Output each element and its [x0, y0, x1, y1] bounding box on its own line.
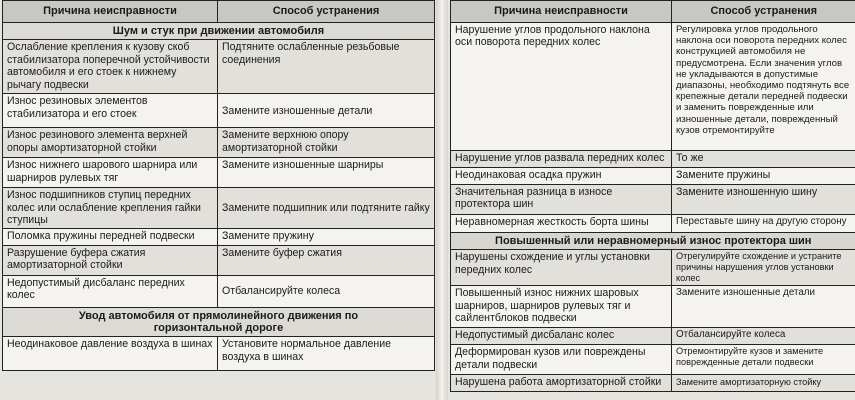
- table-row: [3, 40, 435, 94]
- remedy-cell: Замените пружину: [218, 228, 435, 245]
- cause-cell: Износ резиновых элементов стабилизатора и его стоек: [3, 94, 218, 128]
- remedy-cell: Отрегулируйте схождение и устраните причины нарушения углов установки колес: [672, 250, 855, 286]
- header-cause: Причина неисправности: [451, 1, 672, 23]
- cause-cell: Нарушена работа амортизаторной стойки: [451, 375, 672, 392]
- cause-cell: Нарушение углов продольного наклона оси поворота передних колес: [451, 23, 672, 151]
- header-cause: Причина неисправности: [3, 1, 218, 23]
- remedy-cell: Регулировка углов продольного наклона оси поворота передних колес конструкцией автомобиля не предусмотрена. Если значения углов не укладываются в допустимые диапазоны, необходимо подтянуть все крепежные детали передней подвески и заменить поврежденные или изношенные детали, поврежденный кузов отремонтируйте: [672, 23, 855, 151]
- remedy-cell: То же: [672, 151, 855, 168]
- section-title: Повышенный или неравномерный износ протектора шин: [451, 233, 855, 250]
- cause-cell: Ослабление крепления к кузову скоб стабилизатора поперечной устойчивости автомобиля и его стоек к нижнему рычагу подвески: [3, 40, 218, 94]
- remedy-cell: Замените изношенные шарниры: [218, 158, 435, 188]
- table-row: [3, 228, 435, 245]
- header-remedy: Способ устранения: [672, 1, 855, 23]
- table-row: [3, 158, 435, 188]
- table-row: [3, 275, 435, 307]
- header-remedy: Способ устранения: [218, 1, 435, 23]
- remedy-cell: Замените подшипник или подтяните гайку: [218, 188, 435, 228]
- table-row: [451, 250, 855, 286]
- remedy-cell: Замените изношенные детали: [218, 94, 435, 128]
- table-row: [3, 337, 435, 371]
- book-gutter: [436, 0, 448, 400]
- left-table: [2, 0, 435, 371]
- table-row: [451, 168, 855, 185]
- cause-cell: Износ подшипников ступиц передних колес или ослабление крепления гайки ступицы: [3, 188, 218, 228]
- cause-cell: Разрушение буфера сжатия амортизаторной стойки: [3, 245, 218, 275]
- cause-cell: Недопустимый дисбаланс передних колес: [3, 275, 218, 307]
- section-title: Увод автомобиля от прямолинейного движения по горизонтальной дороге: [3, 307, 435, 337]
- table-row: [451, 185, 855, 215]
- table-row: [451, 375, 855, 392]
- remedy-cell: Замените изношенную шину: [672, 185, 855, 215]
- table-row: [3, 128, 435, 158]
- cause-cell: Неодинаковая осадка пружин: [451, 168, 672, 185]
- table-row: [451, 23, 855, 151]
- table-row: [451, 328, 855, 345]
- table-row: [451, 286, 855, 328]
- cause-cell: Значительная разница в износе протектора шин: [451, 185, 672, 215]
- remedy-cell: Отбалансируйте колеса: [218, 275, 435, 307]
- table-row: [451, 151, 855, 168]
- remedy-cell: Замените пружины: [672, 168, 855, 185]
- remedy-cell: Подтяните ослабленные резьбовые соединения: [218, 40, 435, 94]
- remedy-cell: Замените верхнюю опору амортизаторной стойки: [218, 128, 435, 158]
- cause-cell: Нарушены схождение и углы установки передних колес: [451, 250, 672, 286]
- cause-cell: Износ нижнего шарового шарнира или шарниров рулевых тяг: [3, 158, 218, 188]
- table-row: [3, 245, 435, 275]
- table-row: [451, 215, 855, 233]
- remedy-cell: Отремонтируйте кузов и замените поврежденные детали подвески: [672, 345, 855, 375]
- remedy-cell: Замените изношенные детали: [672, 286, 855, 328]
- table-row: [3, 94, 435, 128]
- cause-cell: Деформирован кузов или повреждены детали подвески: [451, 345, 672, 375]
- table-header: [451, 1, 855, 23]
- remedy-cell: Установите нормальное давление воздуха в шинах: [218, 337, 435, 371]
- left-page: [2, 0, 434, 371]
- cause-cell: Износ резинового элемента верхней опоры амортизаторной стойки: [3, 128, 218, 158]
- cause-cell: Неравномерная жесткость борта шины: [451, 215, 672, 233]
- cause-cell: Нарушение углов развала передних колес: [451, 151, 672, 168]
- cause-cell: Неодинаковое давление воздуха в шинах: [3, 337, 218, 371]
- section-title: Шум и стук при движении автомобиля: [3, 23, 435, 40]
- table-row: [451, 345, 855, 375]
- table-row: [3, 188, 435, 228]
- remedy-cell: Отбалансируйте колеса: [672, 328, 855, 345]
- right-page: [450, 0, 855, 392]
- cause-cell: Повышенный износ нижних шаровых шарниров, шарниров рулевых тяг и сайлентблоков подвески: [451, 286, 672, 328]
- cause-cell: Поломка пружины передней подвески: [3, 228, 218, 245]
- table-header: [3, 1, 435, 23]
- right-table: [450, 0, 855, 392]
- remedy-cell: Замените буфер сжатия: [218, 245, 435, 275]
- remedy-cell: Переставьте шину на другую сторону: [672, 215, 855, 233]
- remedy-cell: Замените амортизаторную стойку: [672, 375, 855, 392]
- cause-cell: Недопустимый дисбаланс колес: [451, 328, 672, 345]
